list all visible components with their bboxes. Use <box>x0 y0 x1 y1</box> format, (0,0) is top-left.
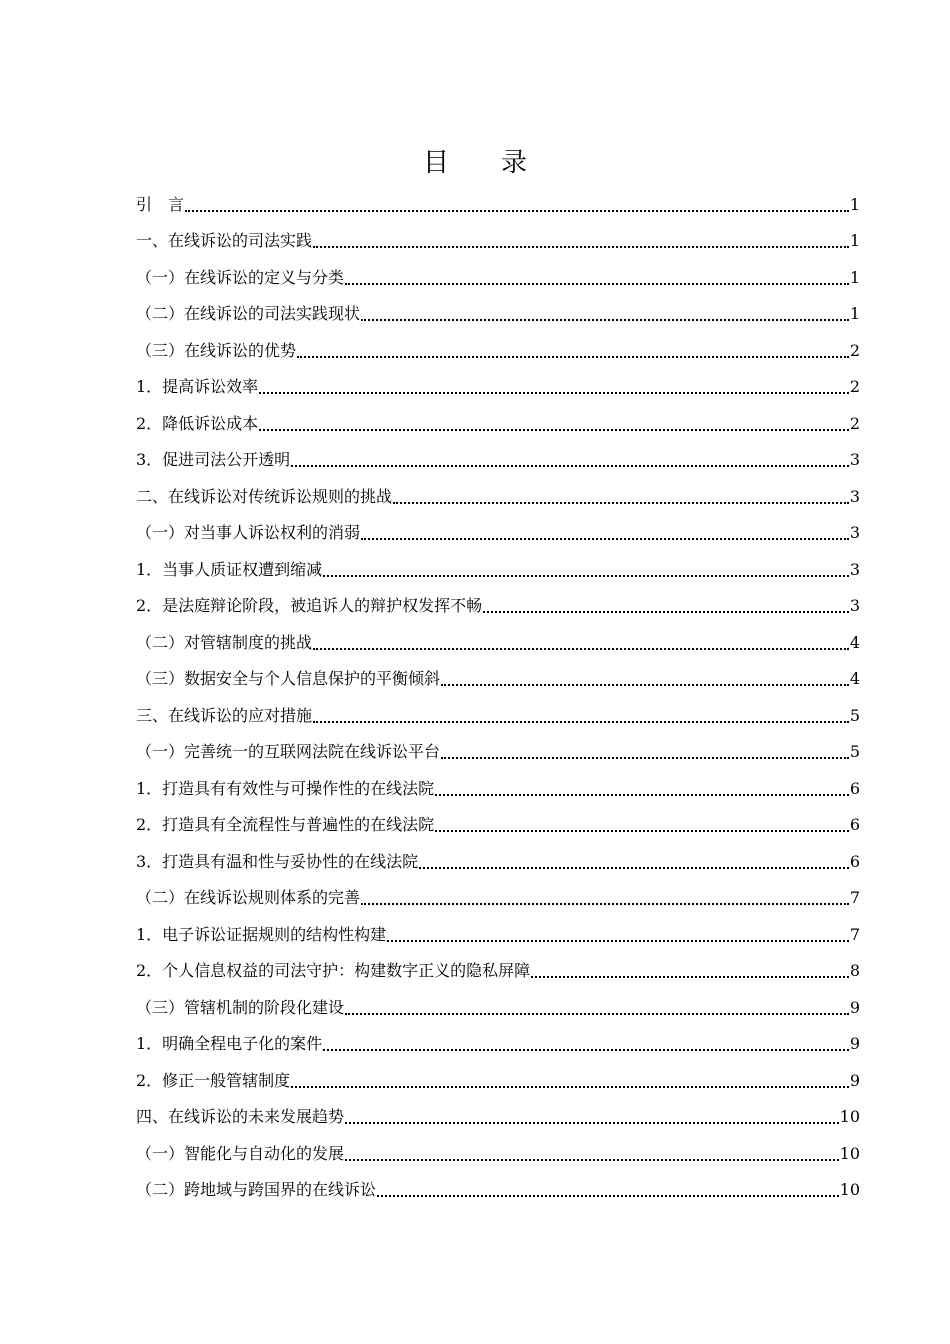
toc-entry[interactable] <box>136 948 860 985</box>
toc-entry-page-number: 2 <box>849 340 860 360</box>
toc-entry-label: （一）对当事人诉讼权利的消弱 <box>136 523 361 542</box>
toc-entry[interactable] <box>136 838 860 875</box>
toc-entry-label: （三）数据安全与个人信息保护的平衡倾斜 <box>136 669 441 688</box>
toc-entry-label: 二、在线诉讼对传统诉讼规则的挑战 <box>136 486 393 506</box>
toc-entry[interactable] <box>136 218 860 255</box>
toc-entry-page-number: 2 <box>849 377 860 396</box>
toc-dot-leader <box>345 283 849 285</box>
toc-entry-label: 1．明确全程电子化的案件 <box>136 1034 323 1053</box>
toc-entry-page-number: 6 <box>849 851 860 871</box>
toc-entry-page-number: 8 <box>849 961 860 980</box>
toc-entry-page-number: 1 <box>849 231 860 250</box>
toc-entry[interactable] <box>136 765 860 802</box>
toc-entry[interactable] <box>136 546 860 583</box>
toc-entry-page-number: 9 <box>849 997 860 1017</box>
toc-dot-leader <box>387 940 849 942</box>
toc-entry[interactable] <box>136 327 860 364</box>
toc-dot-leader <box>361 319 849 321</box>
toc-dot-leader <box>313 246 849 248</box>
toc-entry[interactable] <box>136 729 860 766</box>
toc-entry[interactable] <box>136 583 860 620</box>
toc-entry-page-number: 1 <box>849 194 860 214</box>
toc-entry[interactable] <box>136 291 860 328</box>
toc-entry-label: 2．打造具有全流程性与普遍性的在线法院 <box>136 815 435 834</box>
toc-entry[interactable] <box>136 656 860 693</box>
toc-dot-leader <box>259 429 849 431</box>
toc-entry-label: （二）跨地域与跨国界的在线诉讼 <box>136 1180 377 1199</box>
toc-entry-label: （一）智能化与自动化的发展 <box>136 1143 345 1163</box>
toc-dot-leader <box>441 757 849 759</box>
toc-entry-label: （三）管辖机制的阶段化建设 <box>136 997 345 1017</box>
toc-dot-leader <box>377 1195 839 1197</box>
toc-entry-page-number: 4 <box>849 669 860 688</box>
toc-entry-label: 3．打造具有温和性与妥协性的在线法院 <box>136 851 419 871</box>
toc-dot-leader <box>393 502 849 504</box>
toc-dot-leader <box>435 794 849 796</box>
toc-entry-page-number: 10 <box>839 1180 860 1199</box>
toc-entry[interactable] <box>136 692 860 729</box>
toc-entry[interactable] <box>136 1130 860 1167</box>
toc-entry-label: 1．提高诉讼效率 <box>136 377 259 396</box>
toc-entry-label: 2．个人信息权益的司法守护：构建数字正义的隐私屏障 <box>136 961 531 980</box>
toc-entry-page-number: 7 <box>849 888 860 907</box>
toc-entry[interactable] <box>136 400 860 437</box>
toc-entry-label: （一）完善统一的互联网法院在线诉讼平台 <box>136 742 441 761</box>
toc-entry-page-number: 3 <box>849 559 860 579</box>
toc-entry[interactable] <box>136 984 860 1021</box>
toc-entry-page-number: 5 <box>849 742 860 761</box>
toc-entry[interactable] <box>136 619 860 656</box>
toc-entry-label: 2．是法庭辩论阶段，被追诉人的辩护权发挥不畅 <box>136 596 483 615</box>
toc-dot-leader <box>345 1013 849 1015</box>
toc-dot-leader <box>323 575 849 577</box>
toc-dot-leader <box>185 210 849 212</box>
toc-entry[interactable] <box>136 1057 860 1094</box>
toc-entry[interactable] <box>136 364 860 401</box>
toc-entry-page-number: 1 <box>849 267 860 287</box>
toc-dot-leader <box>297 356 849 358</box>
toc-entry-label: 引 言 <box>136 194 185 214</box>
toc-entry-label: （三）在线诉讼的优势 <box>136 340 297 360</box>
toc-entry-page-number: 3 <box>849 523 860 542</box>
toc-entry-label: 1．电子诉讼证据规则的结构性构建 <box>136 924 387 944</box>
toc-entry-page-number: 3 <box>849 596 860 615</box>
toc-entry[interactable] <box>136 1021 860 1058</box>
toc-entry-page-number: 10 <box>839 1107 860 1126</box>
toc-entry[interactable] <box>136 437 860 474</box>
toc-dot-leader <box>259 392 849 394</box>
toc-dot-leader <box>323 1049 849 1051</box>
toc-entry[interactable] <box>136 510 860 547</box>
toc-dot-leader <box>313 721 849 723</box>
toc-entry-page-number: 9 <box>849 1034 860 1053</box>
toc-entry-label: 2．降低诉讼成本 <box>136 413 259 433</box>
toc-dot-leader <box>291 1086 849 1088</box>
toc-entry-page-number: 4 <box>849 632 860 652</box>
toc-entry-page-number: 5 <box>849 705 860 725</box>
toc-dot-leader <box>483 611 849 613</box>
toc-dot-leader <box>345 1122 839 1124</box>
toc-entry-label: 1．打造具有有效性与可操作性的在线法院 <box>136 778 435 798</box>
toc-entry-label: 四、在线诉讼的未来发展趋势 <box>136 1107 345 1126</box>
toc-entry-page-number: 1 <box>849 304 860 323</box>
toc-entry[interactable] <box>136 911 860 948</box>
toc-dot-leader <box>345 1159 839 1161</box>
toc-dot-leader <box>361 538 849 540</box>
toc-entry-page-number: 10 <box>839 1143 860 1163</box>
toc-entry-label: 一、在线诉讼的司法实践 <box>136 231 313 250</box>
toc-dot-leader <box>361 903 849 905</box>
toc-entry[interactable] <box>136 181 860 218</box>
toc-entry-label: 3．促进司法公开透明 <box>136 450 291 469</box>
toc-entry-page-number: 2 <box>849 413 860 433</box>
toc-entry[interactable] <box>136 802 860 839</box>
toc-entry-page-number: 3 <box>849 486 860 506</box>
toc-list <box>136 181 860 1203</box>
toc-entry[interactable] <box>136 473 860 510</box>
toc-entry[interactable] <box>136 254 860 291</box>
toc-title: 目 录 <box>422 148 527 178</box>
toc-dot-leader <box>291 465 849 467</box>
toc-dot-leader <box>419 867 849 869</box>
toc-entry-label: （二）在线诉讼的司法实践现状 <box>136 304 361 323</box>
toc-entry[interactable] <box>136 1094 860 1131</box>
toc-dot-leader <box>435 830 849 832</box>
toc-dot-leader <box>313 648 849 650</box>
toc-dot-leader <box>531 976 849 978</box>
toc-entry[interactable] <box>136 875 860 912</box>
toc-entry-label: 三、在线诉讼的应对措施 <box>136 705 313 725</box>
toc-entry-page-number: 7 <box>849 924 860 944</box>
toc-entry-label: （二）对管辖制度的挑战 <box>136 632 313 652</box>
toc-entry-label: （一）在线诉讼的定义与分类 <box>136 267 345 287</box>
toc-entry-label: （二）在线诉讼规则体系的完善 <box>136 888 361 907</box>
toc-entry-label: 2．修正一般管辖制度 <box>136 1070 291 1090</box>
toc-entry-page-number: 6 <box>849 778 860 798</box>
toc-dot-leader <box>441 684 849 686</box>
toc-entry-page-number: 3 <box>849 450 860 469</box>
toc-entry-label: 1．当事人质证权遭到缩减 <box>136 559 323 579</box>
toc-entry[interactable] <box>136 1167 860 1204</box>
toc-entry-page-number: 9 <box>849 1070 860 1090</box>
toc-entry-page-number: 6 <box>849 815 860 834</box>
